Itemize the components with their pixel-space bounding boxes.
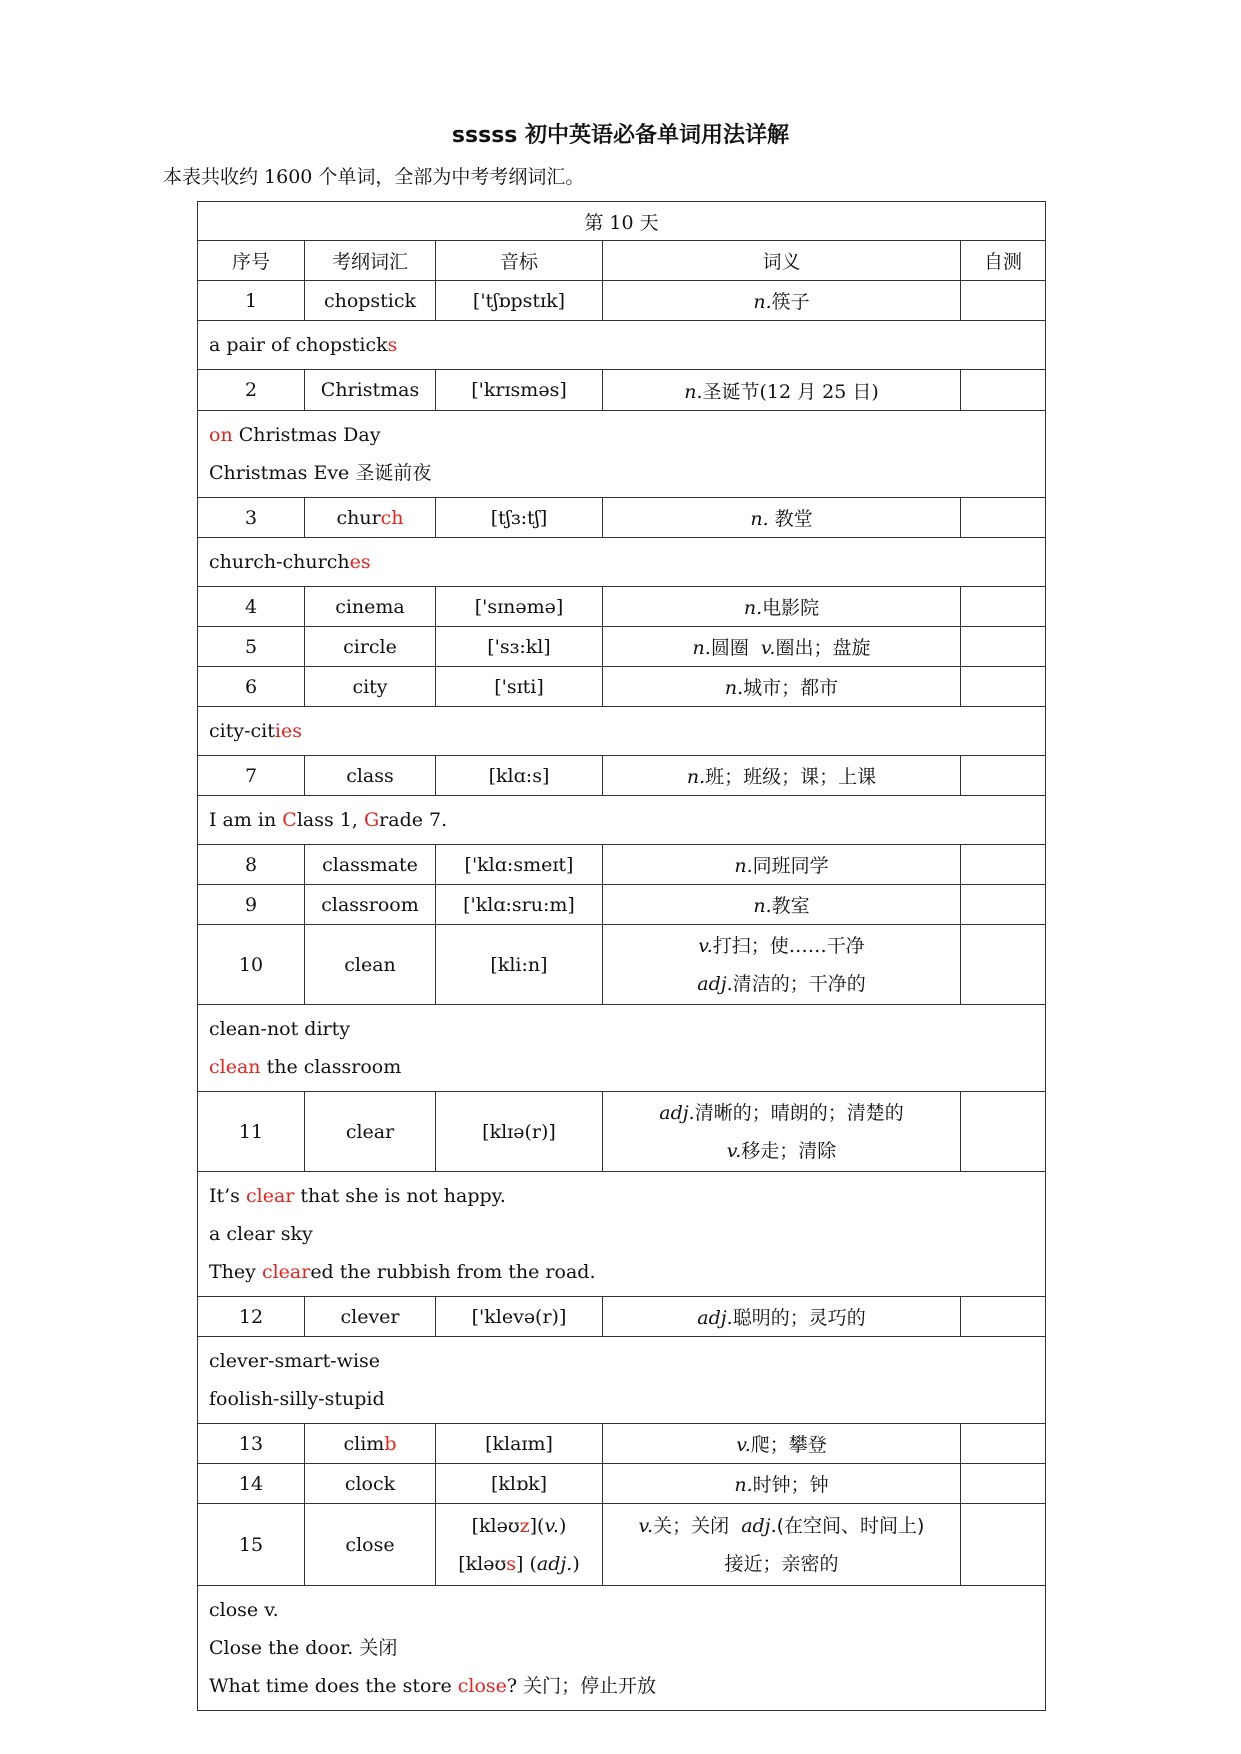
table-row: [198, 587, 1046, 627]
usage-note: a pair of chopsticks: [198, 321, 1046, 370]
header-row: [198, 241, 1046, 281]
phonetic: [klaɪm]: [436, 1424, 603, 1464]
header-meaning: 词义: [603, 241, 961, 281]
row-number: 4: [198, 587, 305, 627]
word: clear: [305, 1092, 436, 1172]
header-selftest: 自测: [961, 241, 1046, 281]
phonetic: ['klɑ:sru:m]: [436, 885, 603, 925]
header-phonetic: 音标: [436, 241, 603, 281]
day-header: 第 10 天: [198, 202, 1046, 241]
row-number: 5: [198, 627, 305, 667]
meaning: n.教室: [603, 885, 961, 925]
table-row: [198, 845, 1046, 885]
word: city: [305, 667, 436, 707]
selftest-cell: [961, 756, 1046, 796]
word: classmate: [305, 845, 436, 885]
vocab-table: [197, 201, 1046, 1711]
meaning: v.关；关闭 adj.(在空间、时间上) 接近；亲密的: [603, 1504, 961, 1586]
selftest-cell: [961, 498, 1046, 538]
word: climb: [305, 1424, 436, 1464]
table-row: [198, 370, 1046, 411]
usage-note: clean-not dirty clean the classroom: [198, 1005, 1046, 1092]
row-number: 15: [198, 1504, 305, 1586]
table-row: [198, 925, 1046, 1005]
document-title: sssss 初中英语必备单词用法详解: [451, 123, 790, 148]
meaning: n.同班同学: [603, 845, 961, 885]
row-number: 14: [198, 1464, 305, 1504]
note-row: [198, 1337, 1046, 1424]
table-row: [198, 1504, 1046, 1586]
selftest-cell: [961, 845, 1046, 885]
table-row: [198, 1297, 1046, 1337]
usage-note: I am in Class 1, Grade 7.: [198, 796, 1046, 845]
selftest-cell: [961, 627, 1046, 667]
row-number: 8: [198, 845, 305, 885]
usage-note: close v. Close the door. 关闭 What time does the store close? 关门；停止开放: [198, 1586, 1046, 1711]
phonetic: [klɒk]: [436, 1464, 603, 1504]
header-word: 考纲词汇: [305, 241, 436, 281]
table-row: [198, 1092, 1046, 1172]
phonetic: ['sɪti]: [436, 667, 603, 707]
table-row: [198, 1464, 1046, 1504]
word: class: [305, 756, 436, 796]
phonetic: ['sɜ:kl]: [436, 627, 603, 667]
usage-note: on Christmas Day Christmas Eve 圣诞前夜: [198, 411, 1046, 498]
row-number: 12: [198, 1297, 305, 1337]
meaning: n.圆圈 v.圈出；盘旋: [603, 627, 961, 667]
word: Christmas: [305, 370, 436, 411]
note-row: [198, 411, 1046, 498]
word: cinema: [305, 587, 436, 627]
phonetic: [klɪə(r)]: [436, 1092, 603, 1172]
meaning: n.时钟；钟: [603, 1464, 961, 1504]
selftest-cell: [961, 925, 1046, 1005]
row-number: 6: [198, 667, 305, 707]
selftest-cell: [961, 1297, 1046, 1337]
row-number: 3: [198, 498, 305, 538]
phonetic: [tʃɜ:tʃ]: [436, 498, 603, 538]
table-row: [198, 281, 1046, 321]
word: church: [305, 498, 436, 538]
phonetic: ['tʃɒpstɪk]: [436, 281, 603, 321]
note-row: [198, 321, 1046, 370]
phonetic: [kləʊz](v.) [kləʊs] (adj.): [436, 1504, 603, 1586]
word: close: [305, 1504, 436, 1586]
row-number: 1: [198, 281, 305, 321]
meaning: adj.清晰的；晴朗的；清楚的 v.移走；清除: [603, 1092, 961, 1172]
note-row: [198, 538, 1046, 587]
word: clock: [305, 1464, 436, 1504]
meaning: v.爬；攀登: [603, 1424, 961, 1464]
selftest-cell: [961, 667, 1046, 707]
word: chopstick: [305, 281, 436, 321]
meaning: adj.聪明的；灵巧的: [603, 1297, 961, 1337]
phonetic: ['sɪnəmə]: [436, 587, 603, 627]
table-row: [198, 756, 1046, 796]
usage-note: It’s clear that she is not happy. a clear sky They cleared the rubbish from the road.: [198, 1172, 1046, 1297]
note-row: [198, 1586, 1046, 1711]
selftest-cell: [961, 1092, 1046, 1172]
selftest-cell: [961, 885, 1046, 925]
meaning: n.城市；都市: [603, 667, 961, 707]
phonetic: ['klevə(r)]: [436, 1297, 603, 1337]
phonetic: [kli:n]: [436, 925, 603, 1005]
phonetic: ['krɪsməs]: [436, 370, 603, 411]
meaning: v.打扫；使……干净 adj.清洁的；干净的: [603, 925, 961, 1005]
row-number: 13: [198, 1424, 305, 1464]
selftest-cell: [961, 370, 1046, 411]
selftest-cell: [961, 1504, 1046, 1586]
table-row: [198, 1424, 1046, 1464]
row-number: 7: [198, 756, 305, 796]
intro-text: 本表共收约 1600 个单词，全部为中考考纲词汇。: [163, 166, 585, 188]
meaning: n.班；班级；课；上课: [603, 756, 961, 796]
meaning: n. 教堂: [603, 498, 961, 538]
meaning: n.电影院: [603, 587, 961, 627]
word: classroom: [305, 885, 436, 925]
selftest-cell: [961, 1424, 1046, 1464]
usage-note: church-churches: [198, 538, 1046, 587]
usage-note: clever-smart-wise foolish-silly-stupid: [198, 1337, 1046, 1424]
phonetic: ['klɑ:smeɪt]: [436, 845, 603, 885]
selftest-cell: [961, 587, 1046, 627]
meaning: n.圣诞节(12 月 25 日): [603, 370, 961, 411]
note-row: [198, 1172, 1046, 1297]
phonetic: [klɑ:s]: [436, 756, 603, 796]
note-row: [198, 707, 1046, 756]
row-number: 9: [198, 885, 305, 925]
selftest-cell: [961, 281, 1046, 321]
header-no: 序号: [198, 241, 305, 281]
word: clever: [305, 1297, 436, 1337]
word: circle: [305, 627, 436, 667]
note-row: [198, 1005, 1046, 1092]
usage-note: city-cities: [198, 707, 1046, 756]
row-number: 11: [198, 1092, 305, 1172]
meaning: n.筷子: [603, 281, 961, 321]
table-row: [198, 885, 1046, 925]
row-number: 10: [198, 925, 305, 1005]
table-row: [198, 627, 1046, 667]
note-row: [198, 796, 1046, 845]
table-row: [198, 498, 1046, 538]
word: clean: [305, 925, 436, 1005]
row-number: 2: [198, 370, 305, 411]
table-row: [198, 667, 1046, 707]
selftest-cell: [961, 1464, 1046, 1504]
